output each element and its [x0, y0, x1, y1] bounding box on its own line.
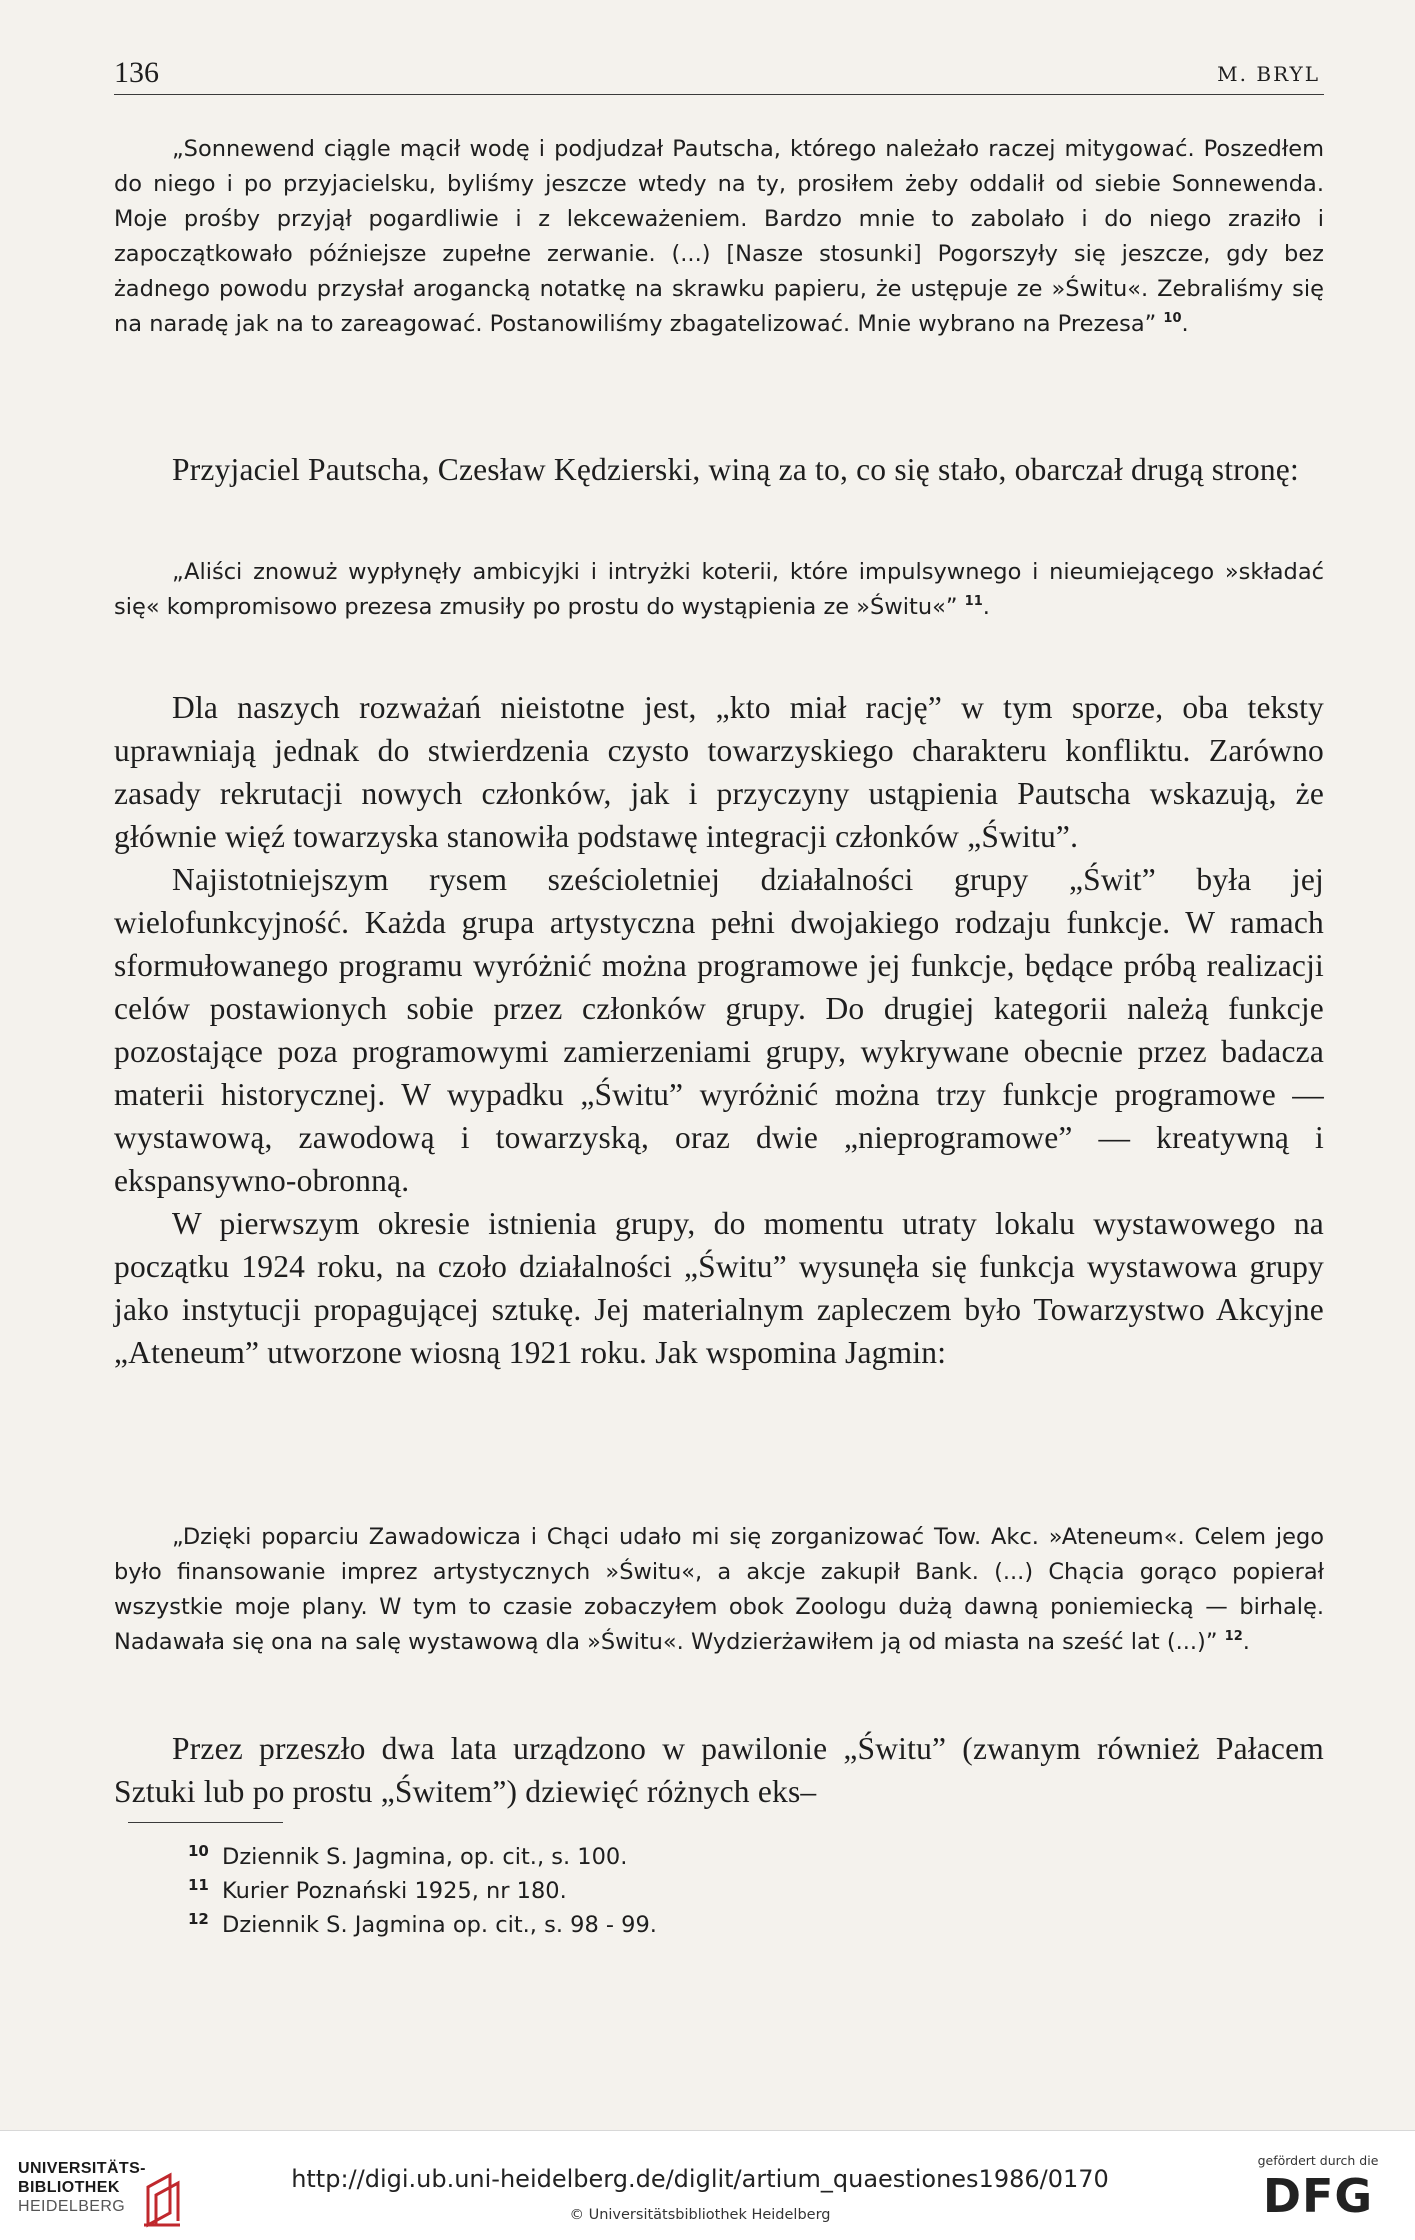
running-head — [114, 50, 1324, 95]
paragraph-1-text: Przyjaciel Pautscha, Czesław Kędzierski, winą za to, co się stało, obarczał drugą stronę: — [172, 452, 1299, 487]
footnote-divider — [128, 1822, 283, 1823]
block-quote-2 — [114, 555, 1324, 625]
funding-caption: gefördert durch die — [1257, 2153, 1379, 2168]
library-emblem-icon — [140, 2171, 184, 2229]
paragraph-3-text: Najistotniejszym rysem sześcioletniej działalności grupy „Świt” była jej wielofunkcyjność. Każda grupa artystyczna pełni dwojakiego rodzaju funkcje. W ramach sformułowanego programu wyróżnić można programowe jej funkcje, będące próbą realizacji celów postawionych sobie przez członków grupy. Do drugiej kategorii należą funkcje pozostające poza programowymi zamierzeniami grupy, wykrywane obecnie przez badacza materii historycznej. W wypadku „Świtu” wyróżnić można trzy funkcje programowe — wystawową, zawodową i towarzyską, oraz dwie „nieprogramowe” — kreatywną i ekspansywno-obronną. — [114, 862, 1324, 1198]
paragraph-2-to-4 — [114, 686, 1324, 1374]
footnote-11 — [188, 1874, 1088, 1908]
block-quote-1 — [114, 132, 1324, 342]
quote-3-text: „Dzięki poparciu Zawadowicza i Chąci udało mi się zorganizować Tow. Akc. »Ateneum«. Celem jego było finansowanie imprez artystycznych »Świtu«, a akcje zakupił Bank. (...) Chącia gorąco popierał wszystkie moje plany. W tym to czasie zobaczyłem obok Zoologu dużą dawną poniemiecką — birhalę. Nadawała się ona na salę wystawową dla »Świtu«. Wydzierżawiłem ją od miasta na sześć lat (...)” — [114, 1524, 1324, 1655]
footnotes — [188, 1840, 1088, 1942]
footnote-ref-11[interactable]: 11 — [964, 594, 983, 609]
footnote-number: 12 — [188, 1910, 209, 1928]
permalink-url[interactable]: http://digi.ub.uni-heidelberg.de/diglit/artium_quaestiones1986/0170 — [291, 2165, 1109, 2193]
library-name-line-2: BIBLIOTHEK — [18, 2179, 120, 2196]
quote-1-text: „Sonnewend ciągle mącił wodę i podjudzał Pautscha, którego należało raczej mitygować. Poszedłem do niego i po przyjacielsku, byliśmy jeszcze wtedy na ty, prosiłem żeby oddalił od siebie Sonnewenda. Moje prośby przyjął pogardliwie i z lekceważeniem. Bardzo mnie to zabolało i do niego zraziło i zapoczątkowało późniejsze zupełne zerwanie. (...) [Nasze stosunki] Pogorszyły się jeszcze, gdy bez żadnego powodu przysłał arogancką notatkę na skrawku papieru, że ustępuje ze »Świtu«. Zebraliśmy się na naradę jak na to zareagować. Postanowiliśmy zbagatelizować. Mnie wybrano na Prezesa” — [114, 136, 1324, 337]
quote-3-end: . — [1242, 1629, 1250, 1655]
library-name-line-3: HEIDELBERG — [18, 2198, 126, 2215]
footnote-12 — [188, 1908, 1088, 1942]
footnote-ref-12[interactable]: 12 — [1224, 1629, 1243, 1644]
footnote-text: Dziennik S. Jagmina op. cit., s. 98 - 99. — [222, 1912, 657, 1938]
paragraph-5-text: Przez przeszło dwa lata urządzono w pawilonie „Świtu” (zwanym również Pałacem Sztuki lub po prostu „Świtem”) dziewięć różnych eks– — [114, 1731, 1324, 1809]
footnote-number: 11 — [188, 1876, 209, 1894]
paragraph-4-text: W pierwszym okresie istnienia grupy, do momentu utraty lokalu wystawowego na początku 1924 roku, na czoło działalności „Świtu” wysunęła się funkcja wystawowa grupy jako instytucji propagującej sztukę. Jej materialnym zapleczem było Towarzystwo Akcyjne „Ateneum” utworzone wiosną 1921 roku. Jak wspomina Jagmin: — [114, 1206, 1324, 1370]
copyright-notice: © Universitätsbibliothek Heidelberg — [569, 2207, 831, 2223]
footnote-text: Kurier Poznański 1925, nr 180. — [222, 1878, 567, 1904]
footnote-ref-10[interactable]: 10 — [1163, 311, 1182, 326]
library-logo[interactable] — [18, 2159, 146, 2216]
quote-2-text: „Aliści znowuż wypłynęły ambicyjki i intryżki koterii, które impulsywnego i nieumiejącego »składać się« kompromisowo prezesa zmusiły po prostu do wystąpienia ze »Świtu«” — [114, 559, 1324, 620]
running-head-author: M. BRYL — [1217, 62, 1320, 86]
page-number: 136 — [114, 56, 159, 89]
block-quote-3 — [114, 1520, 1324, 1660]
library-name-line-1: UNIVERSITÄTS- — [18, 2160, 146, 2177]
digitization-footer — [0, 2130, 1415, 2240]
funder-logo[interactable] — [1243, 2153, 1393, 2224]
quote-2-end: . — [982, 594, 990, 620]
footnote-text: Dziennik S. Jagmina, op. cit., s. 100. — [222, 1844, 628, 1870]
paragraph-1 — [114, 448, 1324, 491]
footnote-10 — [188, 1840, 1088, 1874]
dfg-logo-text: DFG — [1262, 2169, 1374, 2223]
footnote-number: 10 — [188, 1842, 209, 1860]
paragraph-2-text: Dla naszych rozważań nieistotne jest, „kto miał rację” w tym sporze, oba teksty uprawniają jednak do stwierdzenia czysto towarzyskiego charakteru konfliktu. Zarówno zasady rekrutacji nowych członków, jak i przyczyny ustąpienia Pautscha wskazują, że głównie więź towarzyska stanowiła podstawę integracji członków „Świtu”. — [114, 690, 1324, 854]
paragraph-5 — [114, 1727, 1324, 1813]
quote-1-end: . — [1181, 311, 1189, 337]
